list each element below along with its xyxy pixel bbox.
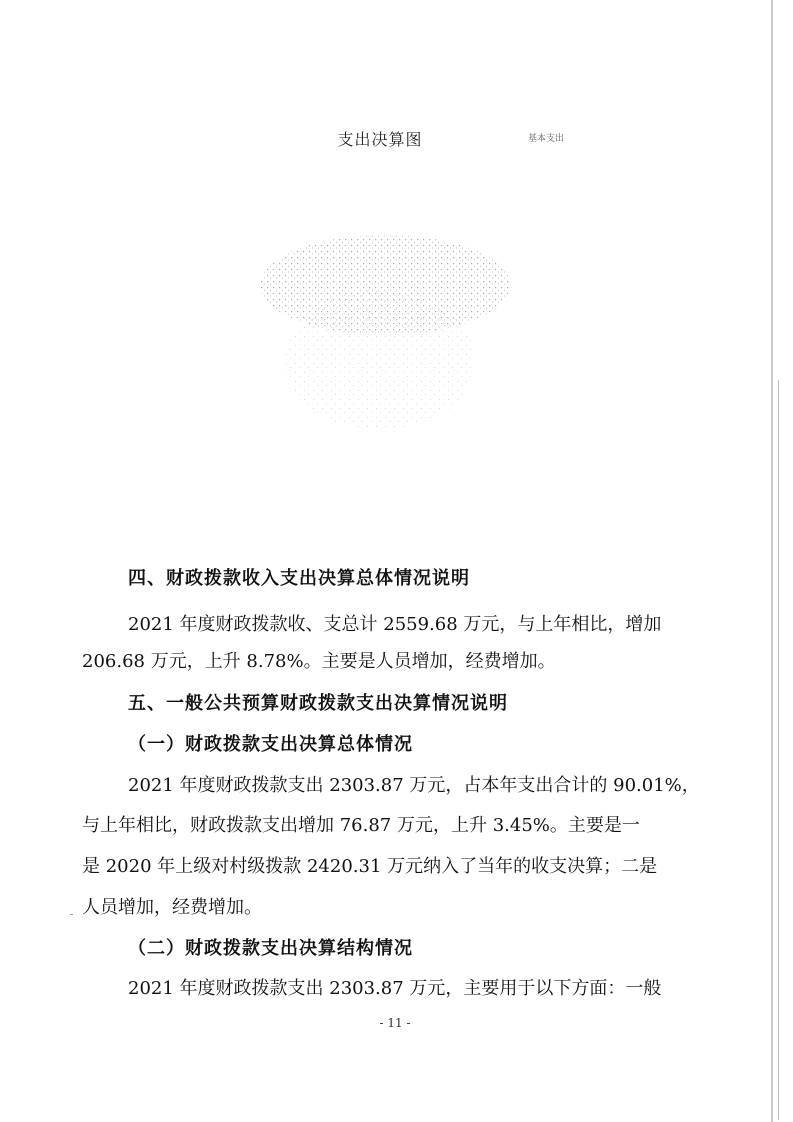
section5-sub1-para-line-2: 与上年相比，财政拨款支出增加 76.87 万元，上升 3.45%。主要是一	[82, 815, 640, 836]
section5-sub2-heading: （二）财政拨款支出决算结构情况	[128, 938, 413, 959]
section4-para-line-2: 206.68 万元，上升 8.78%。主要是人员增加，经费增加。	[82, 651, 556, 672]
faded-pie-chart	[230, 190, 560, 480]
section5-heading: 五、一般公共预算财政拨款支出决算情况说明	[128, 693, 508, 714]
section5-sub2-para-line-1: 2021 年度财政拨款支出 2303.87 万元，主要用于以下方面：一般	[128, 978, 662, 999]
section5-sub1-para-line-1: 2021 年度财政拨款支出 2303.87 万元，占本年支出合计的 90.01%，	[128, 775, 700, 796]
section4-para-line-1: 2021 年度财政拨款收、支总计 2559.68 万元，与上年相比，增加	[128, 614, 662, 635]
scan-edge-line-inner	[778, 380, 779, 1120]
scan-speck	[70, 914, 73, 915]
section5-sub1-para-line-4: 人员增加，经费增加。	[82, 897, 262, 918]
section5-sub1-heading: （一）财政拨款支出决算总体情况	[128, 734, 413, 755]
pie-slice-shadow	[285, 290, 475, 430]
scan-edge-line	[771, 0, 773, 1122]
page-number: - 11 -	[379, 1016, 411, 1030]
chart-legend-label: 基本支出	[528, 134, 565, 144]
section5-sub1-para-line-3: 是 2020 年上级对村级拨款 2420.31 万元纳入了当年的收支决算；二是	[82, 856, 658, 877]
chart-title: 支出决算图	[337, 130, 423, 149]
section4-heading: 四、财政拨款收入支出决算总体情况说明	[128, 568, 470, 589]
